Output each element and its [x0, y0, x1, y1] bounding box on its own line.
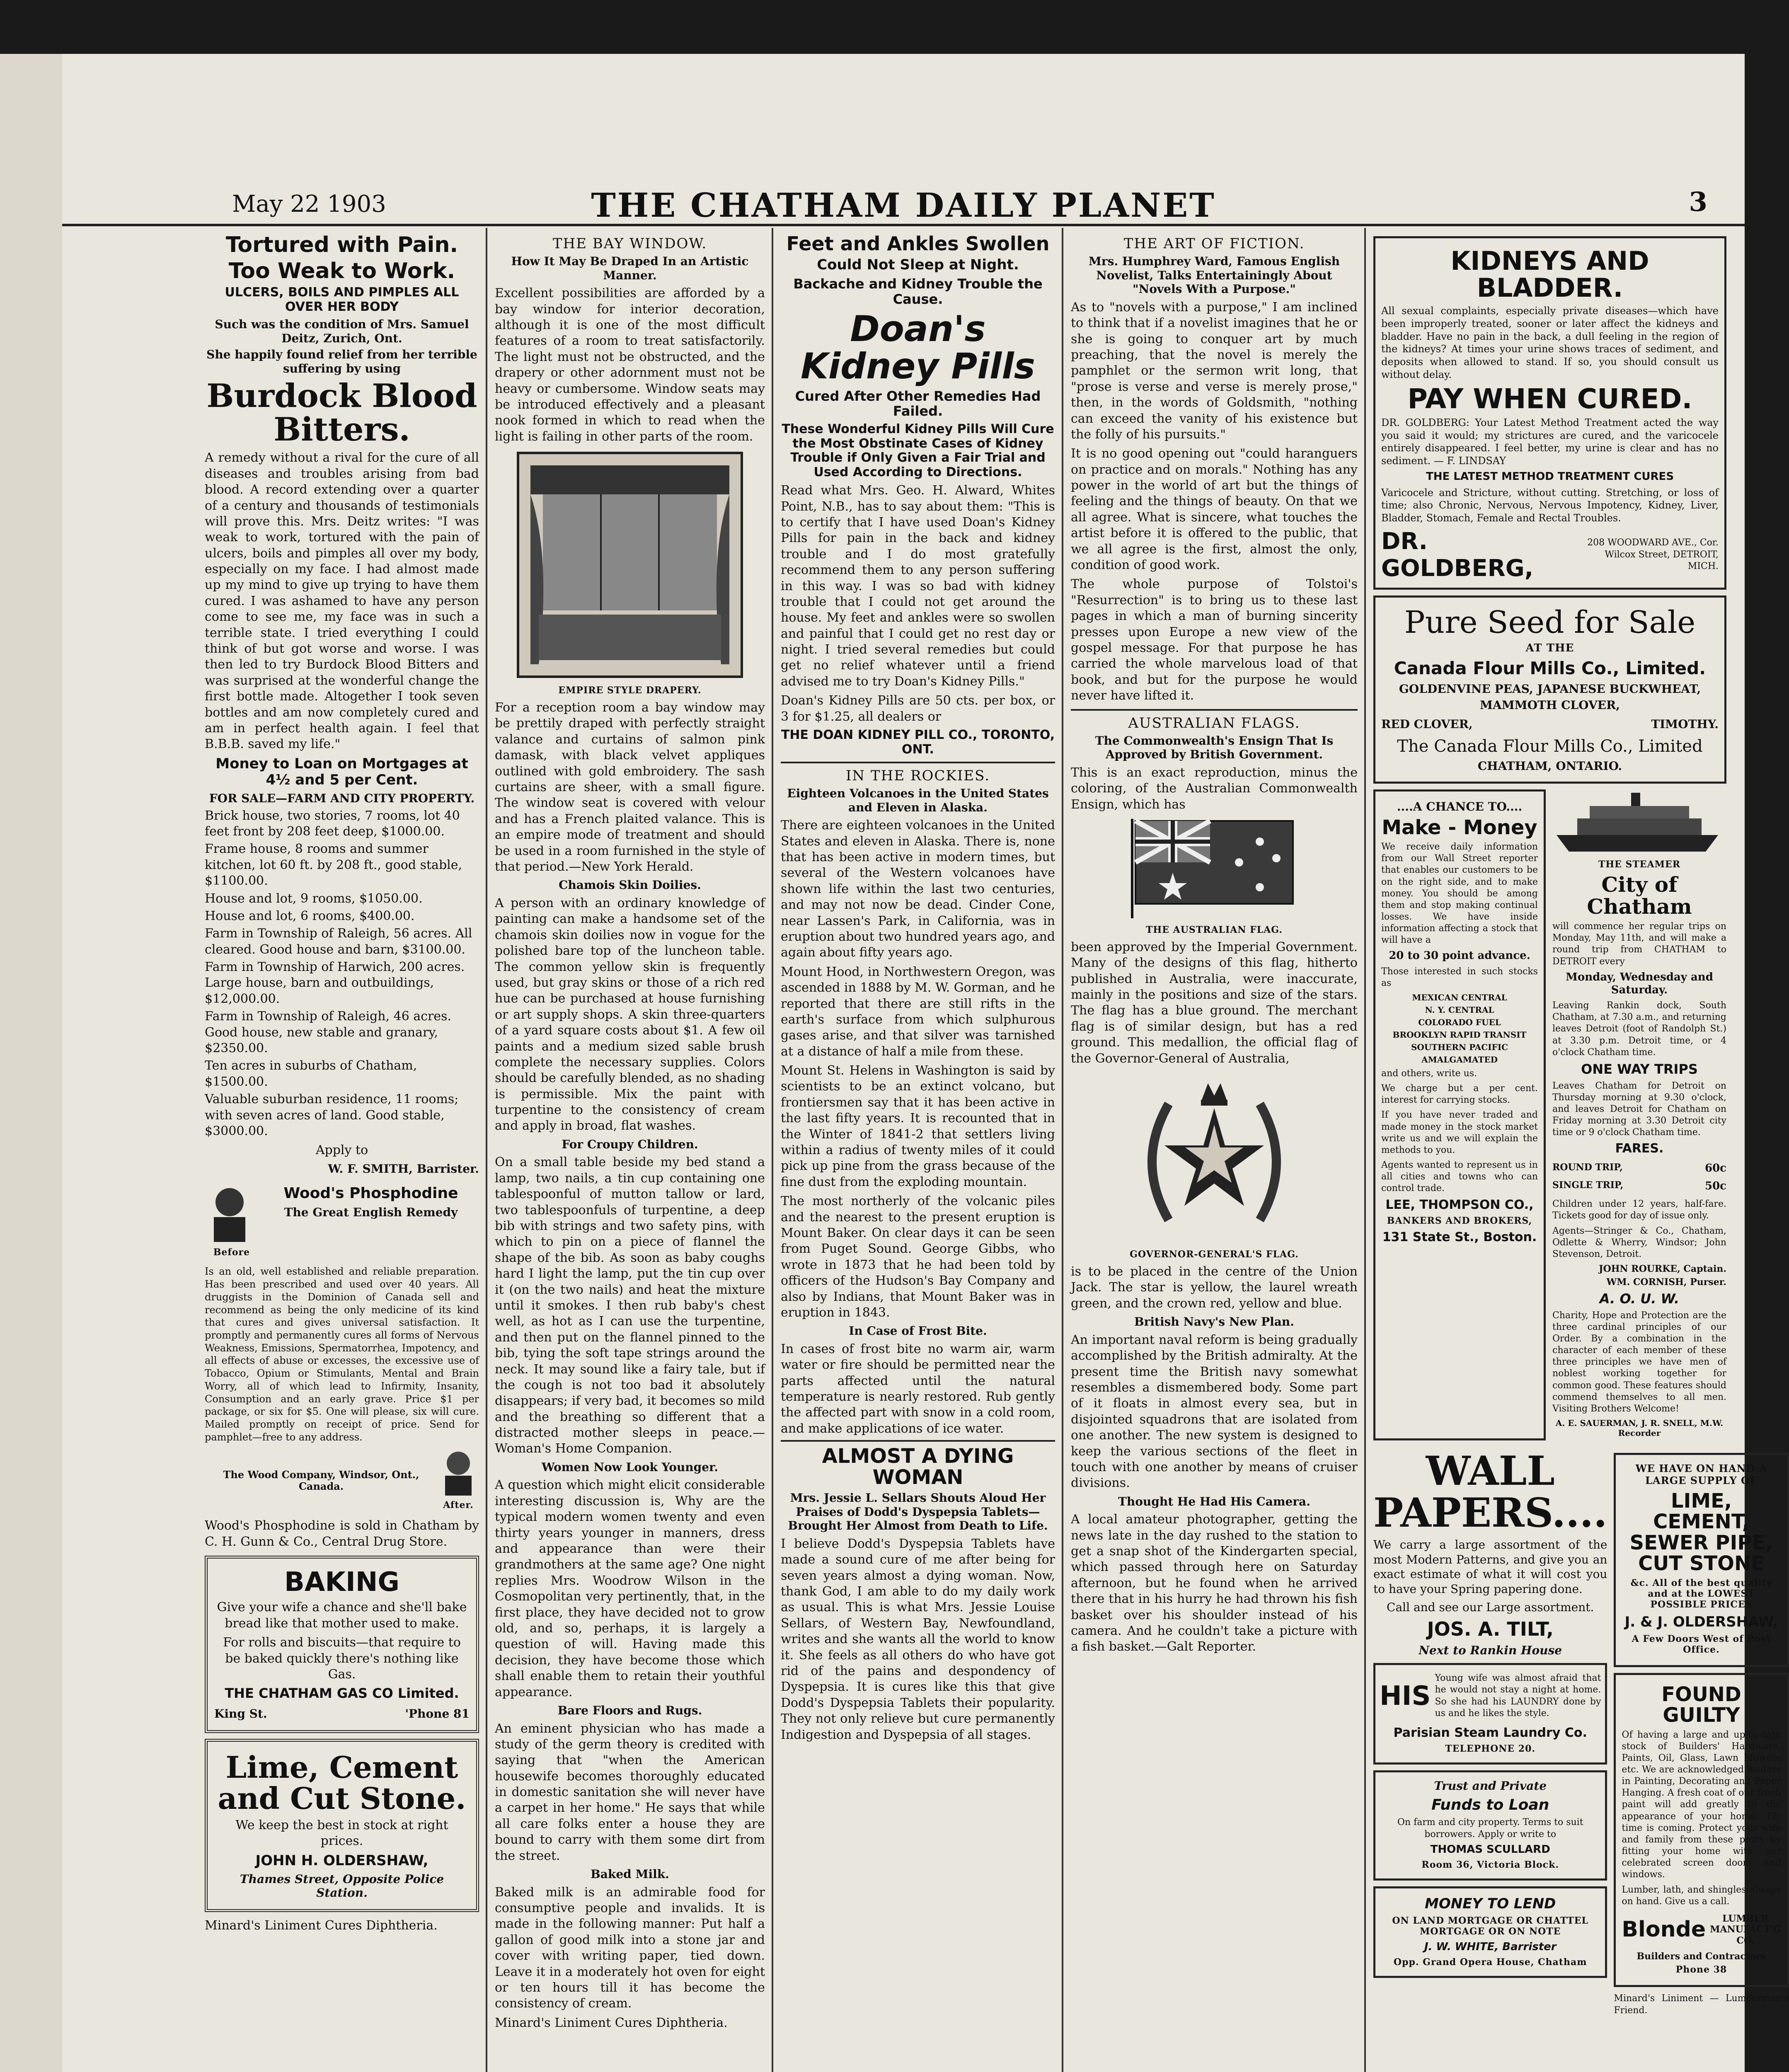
kidneys-pay-when-cured: PAY WHEN CURED. [1407, 382, 1692, 415]
lime-address: Thames Street, Opposite Police Station. [240, 1872, 444, 1900]
steamer-body: will commence her regular trips on Monday, May 11th, and will make a round trip from CHATHAM to DETROIT every [1552, 921, 1726, 967]
list-item: House and lot, 6 rooms, $400.00. [205, 908, 415, 923]
agent-name: W. F. SMITH, Barrister. [328, 1162, 479, 1176]
article-body: It is no good opening out "could haranguers on practice and on morals." Nothing has any power in the world of art but the things of feeling and the things of beauty. On that we all agree. What is sincere, what touches the artist before it is offered to the public, that we all agree is the first, almost the only, condition of good work. [1071, 446, 1358, 573]
steamer-agents: Agents—Stringer & Co., Chatham, Odlette & Wherry, Windsor; John Stevenson, Detroit. [1552, 1225, 1726, 1259]
phos-headline: Wood's Phosphodine [283, 1185, 458, 1202]
newspaper-page [62, 54, 1789, 2072]
gas-phone: 'Phone 81 [405, 1707, 470, 1721]
subarticle-head: For Croupy Children. [562, 1137, 698, 1151]
australian-flag-illustration [1127, 817, 1301, 920]
list-item: Farm in Township of Harwich, 200 acres. Large house, barn and outbuildings, $12,000.00. [205, 960, 465, 1006]
stocks-headline: Make - Money [1382, 816, 1537, 839]
stocks-never: If you have never traded and made money in the stock market write us and we will explain the methods to you. [1381, 1110, 1538, 1155]
seed-items: GOLDENVINE PEAS, JAPANESE BUCKWHEAT, [1399, 682, 1701, 696]
property-list [205, 808, 479, 1140]
stocks-advance: 20 to 30 point advance. [1389, 949, 1530, 962]
steamer-ad [1552, 789, 1726, 1440]
kidneys-ad [1373, 236, 1726, 590]
ad-subhead: ULCERS, BOILS AND PIMPLES ALL OVER HER BODY [225, 285, 459, 314]
steamer-captain: JOHN ROURKE, Captain. [1599, 1264, 1726, 1275]
lime-stock: We keep the best in stock at right prices. [235, 1818, 448, 1849]
before-label: Before [213, 1247, 250, 1258]
minard-notice: Minard's Liniment Cures Diphtheria. [205, 1918, 438, 1933]
section-title: IN THE ROCKIES. [781, 762, 1055, 784]
stock-name: BROOKLYN RAPID TRANSIT [1392, 1029, 1527, 1040]
masthead-date: May 22 1903 [232, 191, 386, 218]
steamer-label: THE STEAMER [1598, 859, 1681, 870]
portrait-after-icon [438, 1447, 479, 1496]
steamer-purser: WM. CORNISH, Purser. [1606, 1277, 1726, 1288]
column-5 [1368, 228, 1789, 2072]
gas-address: King St. [214, 1707, 267, 1721]
article-body: The most northerly of the volcanic piles and the nearest to the present eruption is Mount Baker. On clear days it can be seen from Puget Sound. George Gibbs, who wrote in 1873 that he had been told by officers of the Hudson's Bay Company and also by Indians, that Mount Baker was in eruption in 1843. [781, 1194, 1055, 1320]
masthead [62, 178, 1745, 226]
article-subhead: The Commonwealth's Ensign That Is Approved by British Government. [1095, 733, 1334, 762]
ad-headline: ALMOST A DYING WOMAN [781, 1440, 1055, 1488]
article-body: is to be placed in the centre of the Union Jack. The star is yellow, the laurel wreath green, and the crown red, yellow and blue. [1071, 1264, 1358, 1311]
fare-label: SINGLE TRIP, [1552, 1180, 1624, 1191]
section-title: AUSTRALIAN FLAGS. [1071, 709, 1358, 731]
oldershaw-name: J. & J. OLDERSHAW, [1624, 1613, 1778, 1630]
gas-company: THE CHATHAM GAS CO Limited. [225, 1685, 459, 1702]
hardware-ad [1614, 1673, 1789, 1987]
phosphodine-ad [205, 1181, 479, 1262]
seed-ad [1373, 595, 1726, 784]
article-body: An eminent physician who has made a study of the germ theory is credited with saying that "when the American housewife becomes thoroughly educated in domestic sanitation she will never have a carpet in her home." He says that while all care folks enter a house they are bound to carry with them some dirt from the street. [495, 1721, 765, 1863]
subarticle-head: Baked Milk. [591, 1867, 669, 1881]
lime-name: JOHN H. OLDERSHAW, [255, 1852, 428, 1869]
article-body: This is an exact reproduction, minus the coloring, of the Australian Commonwealth Ensign, which has [1071, 765, 1358, 812]
section-title: THE BAY WINDOW. [552, 235, 707, 252]
gas-headline: BAKING [284, 1567, 399, 1598]
column-1 [199, 228, 485, 2072]
lime-headline: Lime, Cement and Cut Stone. [218, 1749, 466, 1816]
guilty-headline: FOUND GUILTY [1661, 1682, 1741, 1727]
section-title: THE ART OF FICTION. [1123, 235, 1305, 252]
column-rule [486, 228, 487, 2072]
ad-headline: Too Weak to Work. [228, 258, 455, 283]
fare-label: ROUND TRIP, [1552, 1162, 1623, 1173]
stocks-interest: Those interested in such stocks as [1381, 966, 1538, 988]
aouw-body: Charity, Hope and Protection are the three cardinal principles of our Order. By a combination in the character of each member of these three principles we have men of noblest working together for common good. These features should commend themselves to all men. Visiting Brothers Welcome! [1552, 1310, 1726, 1414]
wallpaper-call: Call and see our Large assortment. [1387, 1600, 1594, 1614]
steamer-ship-icon [1552, 789, 1726, 856]
subarticle-head: In Case of Frost Bite. [849, 1324, 987, 1338]
gas-body: For rolls and biscuits—that require to be baked quickly there's nothing like Gas. [223, 1635, 461, 1682]
list-item: Frame house, 8 rooms and summer kitchen, lot 60 ft. by 208 ft., good stable, $1100.00. [205, 842, 462, 888]
flag-caption: THE AUSTRALIAN FLAG. [1146, 924, 1283, 935]
article-body: A question which might elicit considerable interesting discussion is, Why are the typical modern women twenty and even thirty years younger in manners, dress and appearance than were their grandmothers at the same age? One night replies Mrs. Woodrow Wilson in the Cosmopolitan very pertinently, that, in the first place, they have decided not to grow old, and so, perhaps, it is largely a question of will. Having made this decision, they have become those which shall enable them to retain their youthful appearance. [495, 1478, 765, 1699]
subarticle-head: Bare Floors and Rugs. [557, 1703, 702, 1717]
ad-subhead: Mrs. Jessie L. Sellars Shouts Aloud Her Praises of Dodd's Dyspepsia Tablets—Brought Her Almost from Death to Life. [788, 1491, 1048, 1533]
steamer-times: Leaving Rankin dock, South Chatham, at 7.30 a.m., and returning leaves Detroit (foot of Randolph St.) at 3.30 p.m. Detroit time, or 4 o'clock Chatham time. [1552, 1000, 1726, 1058]
minard-notice: Minard's Liniment Cures Diphtheria. [495, 2015, 728, 2030]
ad-subhead: Backache and Kidney Trouble the Cause. [793, 276, 1043, 307]
page-number: 3 [1689, 186, 1707, 218]
blonde-builders: Builders and Contractors [1636, 1951, 1766, 1962]
seed-location: CHATHAM, ONTARIO. [1477, 759, 1622, 773]
product-name: Doan's Kidney Pills [801, 308, 1035, 387]
stocks-firm-sub: BANKERS AND BROKERS, [1387, 1215, 1532, 1227]
stocks-chance: ....A CHANCE TO.... [1397, 800, 1523, 814]
blonde-name: Blonde [1622, 1917, 1706, 1942]
ad-price: Doan's Kidney Pills are 50 cts. per box, or 3 for $1.25, all dealers or [781, 693, 1055, 724]
steamer-days: Monday, Wednesday and Saturday. [1566, 971, 1713, 996]
subarticle-head: Chamois Skin Doilies. [559, 878, 701, 892]
seed-headline: Pure Seed for Sale [1404, 604, 1696, 640]
article-body: Mount St. Helens in Washington is said by scientists to be an extinct volcano, but frontiersmen say that it has been active in the last fifty years. It is recounted that in the Winter of 1841-2 that settlers living within a radius of twenty miles of it could pick up pine from the grass because of the fine dust from the exploding mountain. [781, 1063, 1055, 1189]
article-body: The whole purpose of Tolstoi's "Resurrection" is to bring us to these last pages in which a man of burning sincerity presses upon Europe a new view of the gospel message. For that purpose he has carried the whole marvelous load of that book, and but for the purpose he would never have lifted it. [1071, 577, 1358, 703]
phos-subhead: The Great English Remedy [284, 1205, 458, 1219]
laundry-ad [1373, 1663, 1607, 1765]
column-rule [772, 228, 773, 2072]
article-body: On a small table beside my bed stand a lamp, two nails, a tin cup containing one tablespoonful of mutton tallow or lard, two tablespoonfuls of turpentine, a deep bib with strings and two safety pins, with which to pin on a piece of flannel the shape of the bib. As soon as baby coughs hard I light the lamp, put the tin cup over it (on the two nails) and heat the mixture until it smokes. I then rub baby's chest well, as hot as I can use the turpentine, and then put on the flannel pinned to the bib, tying the soft tape strings around the neck. It may sound like a fairy tale, but if the cough is not too bad it absolutely disappears; if very bad, it becomes so mild and the breathing so different that a distracted mother sleeps in peace.—Woman's Home Companion. [495, 1155, 765, 1456]
article-body: As to "novels with a purpose," I am inclined to think that if a novelist imagines that he or she is going to conquer art by much preaching, that the novel is merely the pamphlet or the sermon writ long, that "prose is verse and verse is merely prose," then, in the words of Goldsmith, "nothing can exceed the vanity of his existence but the folly of his pursuits." [1071, 300, 1358, 442]
article-body: For a reception room a bay window may be prettily draped with perfectly straight valance and curtains of salmon pink damask, with black velvet appliques outlined with gold embroidery. The sash curtains are sheer, with a small figure. The window seat is covered with velour and has a French plaited valance. This is an empire mode of treatment and should be used in a room furnished in the style of that period.—New York Herald. [495, 700, 765, 874]
ad-body: A remedy without a rival for the cure of all diseases and troubles arising from bad blood. A record extending over a quarter of a century and thousands of testimonials will prove this. Mrs. Deitz writes: "I was weak to work, tortured with the pain of ulcers, boils and pimples all over my body, especially on my face. I had almost made up my mind to give up trying to have them cured. I was ashamed to have any person come to see me, my face was in such a terrible state. I tried everything I could think of but got worse and worse. I was then led to try Burdock Blood Bitters and was surprised at the wonderful change the first bottle made. Altogether I took seven bottles and am now completely cured and am in perfect health again. I feel that B.B.B. saved my life." [205, 450, 479, 752]
seed-items: RED CLOVER, [1381, 717, 1473, 731]
blonde-sub: LUMBER MANUFACT'G CO. [1710, 1913, 1781, 1946]
phos-body: Is an old, well established and reliable preparation. Has been prescribed and used over 40 years. All druggists in the Dominion of Canada sell and recommend as being the only medicine of its kind that cures and gives universal satisfaction. It promptly and permanently cures all forms of Nervous Weakness, Emissions, Spermatorrhea, Impotency, and all effects of abuse or excesses, the excessive use of Tobacco, Opium or Stimulants, Mental and Brain Worry, all of which lead to Infirmity, Insanity, Consumption and an early grave. Price $1 per package, or six for $5. One will please, six will cure. Mailed promptly on receipt of price. Send for pamphlet—free to any address. [205, 1266, 479, 1443]
money-headline: Money to Loan on Mortgages at 4½ and 5 per Cent. [215, 755, 468, 788]
subarticle-head: British Navy's New Plan. [1134, 1315, 1295, 1329]
kidneys-body: All sexual complaints, especially private diseases—which have been improperly treated, sooner or later affect the kidneys and bladder. Have no pain in the back, a dull feeling in the region of the kidneys? At times your urine shows traces of sediment, and deposits when allowed to stand. If so, you should consult us without delay. [1381, 305, 1719, 380]
funds-ad [1373, 1770, 1607, 1880]
phos-sold: Wood's Phosphodine is sold in Chatham by C. H. Gunn & Co., Central Drug Store. [205, 1518, 479, 1549]
ad-subhead: Cured After Other Remedies Had Failed. [795, 388, 1041, 419]
seed-items: MAMMOTH CLOVER, [1479, 698, 1620, 712]
article-body: Baked milk is an admirable food for consumptive people and invalids. It is made in the following manner: Put half a gallon of good milk into a stone jar and cover with writing paper, tied down. Leave it in a moderately hot oven for eight or ten hours till it has become the consistency of cream. [495, 1885, 765, 2011]
oldershaw-address: A Few Doors West of Post Office. [1632, 1633, 1771, 1655]
subarticle-head: Women Now Look Younger. [542, 1460, 718, 1474]
column-3 [775, 228, 1061, 2072]
stock-name: N. Y. CENTRAL [1425, 1005, 1494, 1015]
laundry-phone: TELEPHONE 20. [1445, 1743, 1536, 1755]
guilty-lumber: Lumber, lath, and shingles always on hand. Give us a call. [1622, 1884, 1781, 1907]
lend-head: MONEY TO LEND [1425, 1895, 1556, 1912]
column-2 [489, 228, 771, 2072]
lime-ad [205, 1739, 479, 1912]
oldershaw-ad [1614, 1453, 1789, 1667]
list-item: House and lot, 9 rooms, $1050.00. [205, 891, 423, 906]
article-body: A person with an ordinary knowledge of painting can make a handsome set of the chamois skin doilies now in vogue for the polished bare top of the luncheon table. The common yellow skin is frequently used, but gray skins or those of a rich red hue can be purchased at house furnishing or art supply shops. A skin three-quarters of a yard square costs about $1. A few oil paints and a medium sized sable brush complete the necessary supplies. Colors should be carefully blended, as no shading is permissible. Mix the paint with turpentine to the consistency of cream and apply in broad, flat washes. [495, 896, 765, 1133]
lend-ad [1373, 1886, 1607, 1978]
ad-claim: These Wonderful Kidney Pills Will Cure the Most Obstinate Cases of Kidney Trouble if Only Given a Fair Trial and Used According to Directions. [782, 422, 1054, 479]
stocks-firm: LEE, THOMPSON CO., [1385, 1197, 1534, 1212]
fare-value: 50c [1704, 1180, 1726, 1193]
after-label: After. [443, 1500, 474, 1511]
kidneys-latest: THE LATEST METHOD TREATMENT CURES [1426, 470, 1674, 483]
kidneys-cures: Varicocele and Stricture, without cutting. Stretching, or loss of time; also Chronic, Nervous, Nervous Impotency, Kidney, Liver, Bladder, Stomach, Female and Rectal Troubles. [1381, 487, 1719, 524]
article-body: Mount Hood, in Northwestern Oregon, was ascended in 1888 by M. W. Gorman, and he reported that there are still rifts in the earth's surface from which sulphurous gases arise, and that silver was tarnished at a distance of half a mile from these. [781, 964, 1055, 1059]
article-body: Excellent possibilities are afforded by a bay window for interior decoration, although it is one of the most difficult features of a room to treat satisfactorily. The light must not be obstructed, and the drapery or other adornment must not be heavy or cumbersome. Window seats may be introduced effectively and a pleasant nook formed in which to read when the light is failing in other parts of the room. [495, 286, 765, 444]
article-body: An important naval reform is being gradually accomplished by the British admiralty. At the present time the British navy somewhat resembles a dismembered body. Some part of it floats in almost every sea, but in disjointed squadrons that are isolated from one another. The new system is designed to keep the various sections of the fleet in touch with one another by means of cruiser divisions. [1071, 1332, 1358, 1491]
seed-at: AT THE [1525, 642, 1574, 655]
lend-name: J. W. WHITE, Barrister [1424, 1940, 1557, 1953]
funds-address: Room 36, Victoria Block. [1421, 1859, 1559, 1870]
masthead-title: THE CHATHAM DAILY PLANET [591, 186, 1216, 225]
article-subhead: How It May Be Draped In an Artistic Manner. [511, 254, 749, 282]
stock-name: COLORADO FUEL [1418, 1017, 1501, 1027]
lend-address: Opp. Grand Opera House, Chatham [1393, 1956, 1587, 1968]
guilty-body: Of having a large and up-to-date stock of Builders' Hardware, Paints, Oil, Glass, Lawn Mowers etc. We are acknowledged leaders in Painting, Decorating and Paper Hanging. A fresh coat of our fresh paint will add greatly to the appearance of your home. Fly time is coming. Protect your wife and family from these pests by fitting your home with our celebrated screen doors and windows. [1622, 1729, 1781, 1880]
blonde-phone: Phone 38 [1675, 1964, 1727, 1975]
column-rule [1364, 228, 1366, 2072]
gas-ad [205, 1556, 479, 1733]
stock-name: SOUTHERN PACIFIC [1411, 1042, 1508, 1052]
steamer-fares: FARES. [1615, 1141, 1664, 1156]
list-item: Farm in Township of Raleigh, 46 acres. Good house, new stable and granary, $2350.00. [205, 1009, 452, 1056]
seed-items: TIMOTHY. [1651, 717, 1719, 731]
article-subhead: Mrs. Humphrey Ward, Famous English Novelist, Talks Entertainingly About "Novels With a Purpose." [1088, 254, 1340, 296]
article-body: There are eighteen volcanoes in the United States and eleven in Alaska. There is, none that has been active in modern times, but several of the Western volcanoes have shown life within the last two centuries, and may not now be dead. Cinder Cone, near Lassen's Park, in California, was in eruption about two hundred years ago, and again about fifty years ago. [781, 818, 1055, 960]
drapery-illustration [514, 449, 746, 681]
article-body: In cases of frost bite no warm air, warm water or fire should be permitted near the parts affected until the natural temperature is nearly restored. Rub gently the affected part with snow in a cold room, and make applications of ice water. [781, 1341, 1055, 1436]
doctor-name: DR. GOLDBERG, [1381, 528, 1534, 582]
illustration-caption: EMPIRE STYLE DRAPERY. [558, 685, 702, 696]
his-headline: HIS [1380, 1680, 1431, 1711]
list-item: Brick house, two stories, 7 rooms, lot 40 feet front by 208 feet deep, $1000.00. [205, 808, 460, 839]
seed-company: The Canada Flour Mills Co., Limited [1397, 737, 1703, 756]
list-item: Valuable suburban residence, 11 rooms; with seven acres of land. Good stable, $3000.00. [205, 1092, 459, 1138]
wallpaper-headline: WALL PAPERS.... [1373, 1447, 1607, 1536]
article-body: been approved by the Imperial Government. Many of the designs of this flag, hitherto published in Australia, were inaccurate, mainly in the positions and size of the stars. The flag has a blue ground. The merchant flag is of similar design, but has a red ground. This medallion, the official flag of the Governor-General of Australia, [1071, 939, 1358, 1066]
stock-name: AMALGAMATED [1421, 1054, 1498, 1065]
gov-flag-caption: GOVERNOR-GENERAL'S FLAG. [1130, 1249, 1299, 1260]
laundry-name: Parisian Steam Laundry Co. [1393, 1725, 1587, 1740]
list-item: Farm in Township of Raleigh, 56 acres. All cleared. Good house and barn, $3100.00. [205, 926, 472, 957]
minard-notice: Minard's Liniment — Lumberman's Friend. [1614, 1993, 1789, 2016]
gas-body: Give your wife a chance and she'll bake bread like that mother used to make. [217, 1600, 467, 1631]
ad-headline: Feet and Ankles Swollen [786, 232, 1050, 255]
column-4 [1065, 228, 1363, 2072]
oldershaw-intro: WE HAVE ON HAND A LARGE SUPPLY OF [1635, 1462, 1767, 1487]
ad-relief: She happily found relief from her terrible suffering by using [206, 348, 477, 375]
wallpaper-body: We carry a large assortment of the most Modern Patterns, and give you an exact estimate of what it will cost you to have your Spring papering done. [1373, 1537, 1607, 1596]
stocks-agents: Agents wanted to represent us in all cities and towns who can control trade. [1381, 1160, 1538, 1194]
list-item: Ten acres in suburbs of Chatham, $1500.00. [205, 1058, 417, 1089]
ad-subhead: Could Not Sleep at Night. [817, 257, 1019, 274]
product-name: Burdock Blood Bitters. [206, 377, 477, 449]
kidneys-testimonial: DR. GOLDBERG: Your Latest Method Treatment acted the way you said it would; my strictures are cured, and the varicocele entirely disappeared. I feel better, my urine is clear and has no sediment. — F. LINDSAY [1381, 416, 1719, 467]
portrait-before-icon [205, 1181, 254, 1244]
wallpaper-next: Next to Rankin House [1419, 1643, 1562, 1657]
steamer-oneway: ONE WAY TRIPS [1581, 1061, 1698, 1077]
column-rule [1062, 228, 1063, 2072]
stocks-address: 131 State St., Boston. [1382, 1230, 1537, 1245]
aouw-headline: A. O. U. W. [1599, 1290, 1680, 1307]
article-body: A local amateur photographer, getting the news late in the day rushed to the station to get a snap shot of the Kindergarten special, which passed through here on Saturday afternoon, but he found when he arrived there that in his hurry he had thrown his fish basket over his shoulder instead of his camera. And he couldn't take a picture with a fish basket.—Galt Reporter. [1071, 1512, 1358, 1654]
article-subhead: Eighteen Volcanoes in the United States and Eleven in Alaska. [787, 787, 1049, 814]
aouw-names: A. E. SAUERMAN, J. R. SNELL, M.W. Recorder [1555, 1418, 1724, 1438]
money-subhead: FOR SALE—FARM AND CITY PROPERTY. [209, 791, 475, 805]
left-page-margin [0, 54, 62, 2072]
phos-company: The Wood Company, Windsor, Ont., Canada. [223, 1468, 419, 1493]
ad-company: THE DOAN KIDNEY PILL CO., TORONTO, ONT. [781, 728, 1055, 757]
fare-value: 60c [1704, 1162, 1726, 1174]
oldershaw-quality: &c. All of the best quality and at the LOWEST POSSIBLE PRICES [1630, 1577, 1772, 1610]
oldershaw-items: LIME, CEMENT, SEWER PIPE, CUT STONE [1629, 1489, 1773, 1576]
funds-head: Trust and Private [1434, 1779, 1547, 1793]
seed-company: Canada Flour Mills Co., Limited. [1394, 658, 1706, 679]
steamer-name: City of Chatham [1587, 872, 1692, 919]
wallpaper-name: JOS. A. TILT, [1427, 1617, 1554, 1640]
ad-body: Read what Mrs. Geo. H. Alward, Whites Point, N.B., has to say about them: "This is to certify that I have used Doan's Kidney Pills for pain in the back and kidney trouble and I do most gratefully recommend them to any person suffering in this way. I was so bad with kidney trouble that I could not get around the house. My feet and ankles were so swollen and painful that I could get no rest day or night. I tried several remedies but could get no relief whatever until a friend advised me to try Doan's Kidney Pills." [781, 483, 1055, 689]
funds-head: Funds to Loan [1431, 1796, 1549, 1814]
steamer-oneway-body: Leaves Chatham for Detroit on Thursday morning at 9.30 o'clock, and leaves Detroit for Chatham on Friday morning at 3.30 Detroit city time or 9 o'clock Chatham time. [1552, 1080, 1726, 1138]
stocks-body: We receive daily information from our Wall Street reporter that enables our customers to be on the right side, and to make money. You should be among them and stop making continual losses. We have inside information affecting a stock that will have a [1381, 842, 1538, 946]
ad-intro: Such was the condition of Mrs. Samuel Deitz, Zurich, Ont. [215, 317, 469, 345]
governor-general-flag-illustration [1119, 1071, 1310, 1245]
funds-name: THOMAS SCULLARD [1430, 1843, 1550, 1856]
steamer-children: Children under 12 years, half-fare. Tickets good for day of issue only. [1552, 1199, 1726, 1221]
stocks-ad [1373, 789, 1546, 1440]
subarticle-head: Thought He Had His Camera. [1118, 1494, 1310, 1508]
doctor-address: 208 WOODWARD AVE., Cor. Wilcox Street, DETROIT, MICH. [1587, 537, 1719, 571]
stocks-charge: We charge but a per cent. interest for carrying stocks. [1381, 1083, 1538, 1106]
ad-body: I believe Dodd's Dyspepsia Tablets have made a sound cure of me after being for seven years almost a dying woman. Now, thank God, I am able to do my daily work as usual. This is what Mrs. Jessie Louise Sellars, of Western Bay, Newfoundland, writes and she wants all the world to know it. She feels as all others do who have got rid of the pains and despondency of Dyspepsia. It is cures like this that give Dodd's Dyspepsia Tablets their popularity. They not only relieve but cure permanently Indigestion and Dyspepsia of all stages. [781, 1536, 1055, 1742]
stocks-others: and others, write us. [1381, 1068, 1477, 1079]
kidneys-headline: KIDNEYS AND BLADDER. [1450, 246, 1649, 303]
apply-text: Apply to [315, 1143, 368, 1158]
stock-name: MEXICAN CENTRAL [1412, 992, 1507, 1002]
funds-body: On farm and city property. Terms to suit borrowers. Apply or write to [1397, 1817, 1583, 1840]
ad-headline: Tortured with Pain. [225, 232, 458, 257]
lend-body: ON LAND MORTGAGE OR CHATTEL MORTGAGE OR ON NOTE [1392, 1915, 1589, 1937]
his-body: Young wife was almost afraid that he would not stay a night at home. So she had his LAUNDRY done by us and he likes the style. [1435, 1673, 1601, 1719]
